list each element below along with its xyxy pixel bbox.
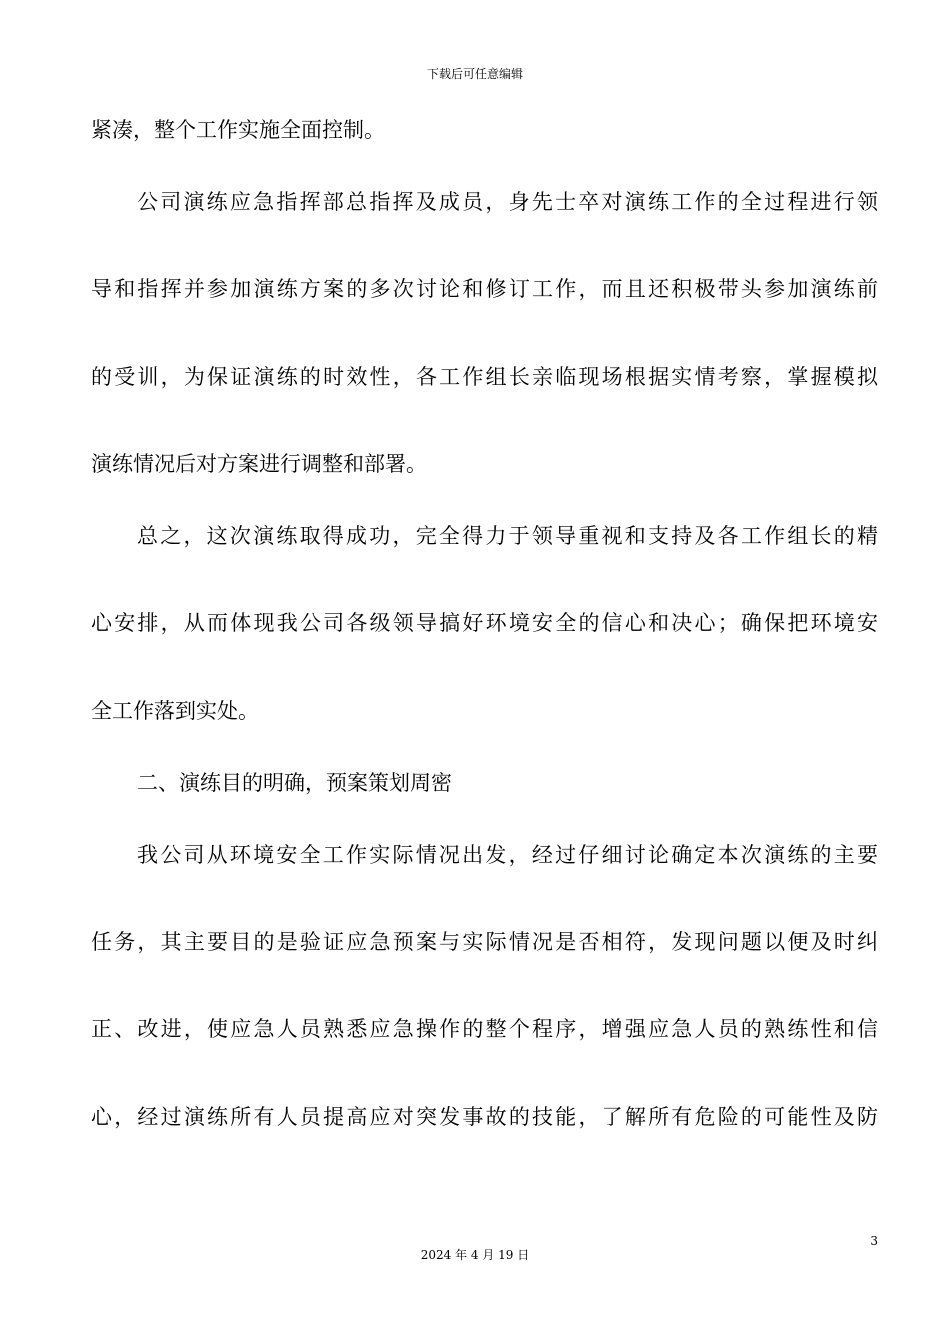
text-line-13: 心，经过演练所有人员提高应对突发事故的技能，了解所有危险的可能性及防 [91,1105,878,1129]
page-number: 3 [870,1234,878,1248]
text-line-2: 公司演练应急指挥部总指挥及成员，身先士卒对演练工作的全过程进行领 [137,190,878,214]
text-line-3: 导和指挥并参加演练方案的多次讨论和修订工作，而且还积极带头参加演练前 [91,277,878,301]
text-line-12: 正、改进，使应急人员熟悉应急操作的整个程序，增强应急人员的熟练性和信 [91,1017,878,1041]
text-line-7: 心安排，从而体现我公司各级领导搞好环境安全的信心和决心；确保把环境安 [91,611,878,635]
text-line-5: 演练情况后对方案进行调整和部署。 [91,452,427,476]
text-line-8: 全工作落到实处。 [91,699,259,723]
section-heading: 二、演练目的明确，预案策划周密 [137,771,452,795]
text-line-6: 总之，这次演练取得成功，完全得力于领导重视和支持及各工作组长的精 [137,524,878,548]
text-line-4: 的受训，为保证演练的时效性，各工作组长亲临现场根据实情考察，掌握模拟 [91,365,878,389]
page-header: 下载后可任意编辑 [426,67,523,81]
text-line-1: 紧凑，整个工作实施全面控制。 [91,118,385,142]
text-line-10: 我公司从环境安全工作实际情况出发，经过仔细讨论确定本次演练的主要 [137,843,878,867]
footer-date: 2024 年 4 月 19 日 [420,1248,530,1262]
text-line-11: 任务，其主要目的是验证应急预案与实际情况是否相符，发现问题以便及时纠 [91,930,878,954]
